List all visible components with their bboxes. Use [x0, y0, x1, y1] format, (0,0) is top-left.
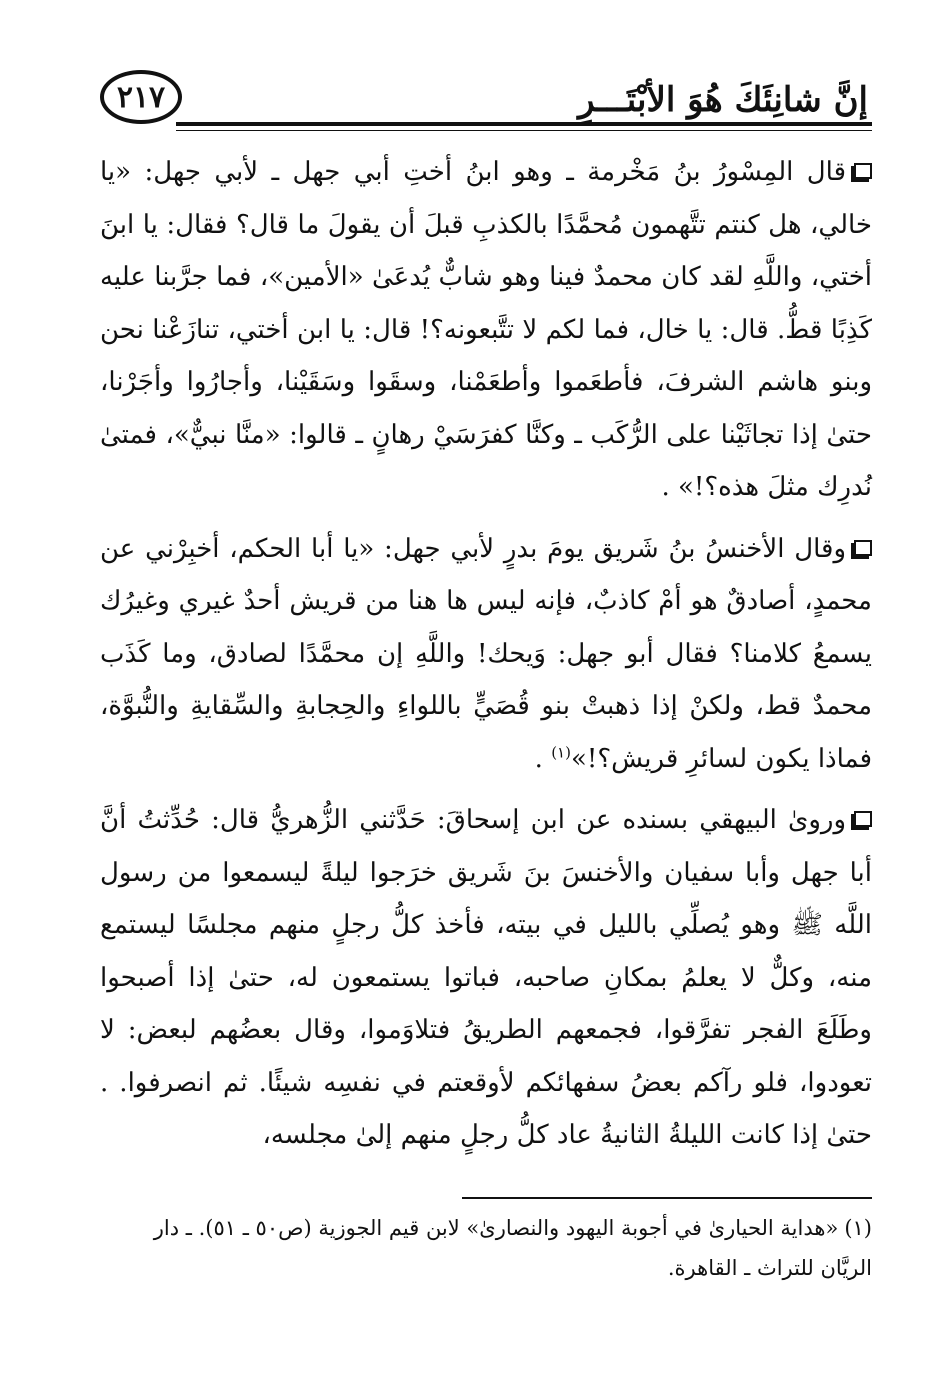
paragraph-marker-icon — [854, 163, 872, 179]
paragraph-text: قال المِسْورُ بنُ مَخْرمة ـ وهو ابنُ أختِ أبي جهل ـ لأبي جهل: «يا خالي، هل كنتم تتَّهمون مُحمَّدًا بالكذبِ قبلَ أن يقولَ ما قال؟ فقال: يا ابنَ أختي، واللَّهِ لقد كان محمدٌ فينا وهو شابٌّ يُدعَىٰ «الأمين»، فما جرَّبنا عليه كَذِبًا قطُّ. قال: يا خال، فما لكم لا تتَّبعونه؟! قال: يا ابن أختي، تنازَعْنا نحن وبنو هاشم الشرفَ، فأطعَموا وأطعَمْنا، وسقَوا وسَقَيْنا، وأجارُوا وأجَرْنا، حتىٰ إذا تجاثَيْنا على الرُّكَب ـ وكنَّا كفرَسَيْ رهانٍ ـ قالوا: «منَّا نبيٌّ»، فمتىٰ نُدرِك مثلَ هذه؟!» . — [100, 157, 873, 502]
paragraph-2 — [100, 523, 872, 786]
running-title: إنَّ شانِئَكَ هُوَ الأبْتَـــرِ — [578, 80, 868, 120]
footnote-number: (١) — [844, 1216, 872, 1240]
footnotes — [100, 1208, 872, 1288]
paragraph-tail: . — [534, 743, 552, 774]
footnote-divider — [462, 1197, 872, 1199]
paragraph-text: وقال الأخنسُ بنُ شَريق يومَ بدرٍ لأبي جهل: «يا أبا الحكم، أخبِرْني عن محمدٍ، أصادقٌ هو أمْ كاذبٌ، فإنه ليس ها هنا من قريش أحدٌ غيري وغيرُك يسمعُ كلامنا؟ فقال أبو جهل: وَيحك! واللَّهِ إن محمَّدًا لصادق، وما كَذَب محمدٌ قط، ولكنْ إذا ذهبتْ بنو قُصَيٍّ باللواءِ والحِجابةِ والسِّقايةِ والنُّبوَّة، فماذا يكون لسائرِ قريش؟!» — [100, 533, 872, 774]
footnote-text: «هداية الحيارىٰ في أجوبة اليهود والنصارىٰ» لابن قيم الجوزية (ص٥٠ ـ ٥١). ـ دار الريَّان للتراث ـ القاهرة. — [153, 1216, 872, 1280]
header-rule — [176, 122, 872, 126]
paragraph-1 — [100, 146, 872, 514]
page-header — [96, 64, 872, 144]
header-rule-thin — [176, 130, 872, 131]
body-text — [100, 146, 872, 1162]
footnote-reference: (١) — [551, 742, 571, 761]
paragraph-text: وروىٰ البيهقي بسنده عن ابن إسحاقَ: حَدَّثني الزُّهريُّ قال: حُدِّثتُ أنَّ أبا جهل وأبا سفيان والأخنسَ بنَ شَريق خرَجوا ليلةً ليسمعوا من رسول اللَّه ﷺ وهو يُصلِّي بالليل في بيته، فأخذ كلُّ رجلٍ منهم مجلسًا ليستمع منه، وكلٌّ لا يعلمُ بمكانِ صاحبه، فباتوا يستمعون له، حتىٰ إذا أصبحوا وطَلَعَ الفجر تفرَّقوا، فجمعهم الطريقُ فتلاوَموا، وقال بعضُهم لبعض: لا تعودوا، فلو رآكم بعضُ سفهائكم لأوقعتم في نفسِه شيئًا. ثم انصرفوا. . حتىٰ إذا كانت الليلةُ الثانيةُ عاد كلُّ رجلٍ منهم إلىٰ مجلسه، — [100, 805, 872, 1150]
page-number: ٢١٧ — [100, 70, 182, 124]
footnote-1 — [100, 1208, 872, 1288]
paragraph-marker-icon — [854, 540, 872, 556]
paragraph-marker-icon — [854, 811, 872, 827]
paragraph-3 — [100, 794, 872, 1162]
